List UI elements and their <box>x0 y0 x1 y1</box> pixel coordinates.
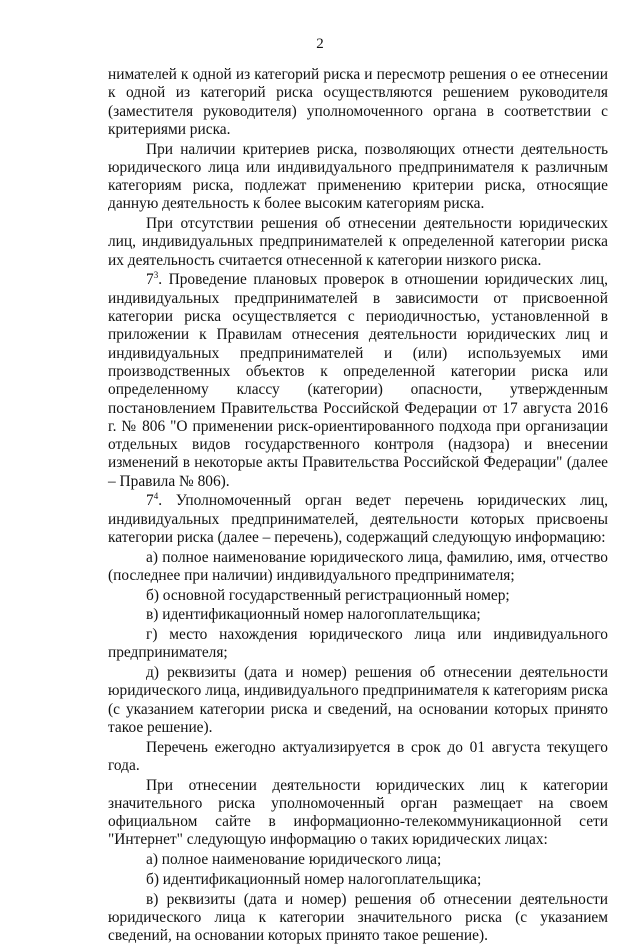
paragraph <box>108 587 608 605</box>
paragraph-text: г) место нахождения юридического лица или индивидуального предпринимателя; <box>108 626 608 662</box>
paragraph-text: д) реквизиты (дата и номер) решения об отнесении деятельности юридического лица, индивидуального предпринимателя к категориям риска (с указанием категории риска и сведений, на основании которых принято такое решение). <box>108 664 608 736</box>
clause-number: 7 <box>146 271 154 289</box>
paragraph <box>108 777 608 850</box>
paragraph-text: При отнесении деятельности юридических лиц к категории значительного риска уполномоченный орган размещает на своем официальном сайте в информационно-телекоммуникационной сети "Интернет" следующую информацию о таких юридических лицах: <box>108 776 608 849</box>
document-body <box>108 66 608 947</box>
paragraph <box>108 66 608 139</box>
paragraph-text: а) полное наименование юридического лица, фамилию, имя, отчество (последнее при наличии) индивидуального предпринимателя; <box>108 548 608 584</box>
paragraph-text: Перечень ежегодно актуализируется в срок до 01 августа текущего года. <box>108 738 608 774</box>
paragraph-text: б) основной государственный регистрационный номер; <box>146 586 510 604</box>
paragraph <box>108 626 608 663</box>
clause-superscript: 3 <box>153 270 159 281</box>
paragraph-text: При наличии критериев риска, позволяющих отнести деятельность юридического лица или индивидуального предпринимателя к различным категориям риска, подлежат применению критерии риска, относящие данную деятельность к более высоким категориям риска. <box>108 140 608 213</box>
paragraph-text: При отсутствии решения об отнесении деятельности юридических лиц, индивидуальных предпринимателей к определенной категории риска их деятельность считается отнесенной к категории низкого риска. <box>108 215 608 269</box>
paragraph-text: . Проведение плановых проверок в отношении юридических лиц, индивидуальных предпринимателей в зависимости от присвоенной категории риска осуществляется с периодичностью, установленной в приложении к Правилам отнесения деятельности юридических лиц и индивидуальных предпринимателей и (или) используемых ими производственных объектов к определенной категории риска или определенному классу (категории) опасности, утвержденным постановлением Правительства Российской Федерации от 17 августа 2016 г. № 806 "О применении риск-ориентированного подхода при организации отдельных видов государственного контроля (надзора) и внесении изменений в некоторые акты Правительства Российской Федерации" (далее – Правила № 806). <box>108 271 608 490</box>
clause-number: 7 <box>146 492 154 510</box>
paragraph <box>108 215 608 270</box>
paragraph <box>108 664 608 737</box>
paragraph <box>108 739 608 776</box>
paragraph-text: . Уполномоченный орган ведет перечень юридических лиц, индивидуальных предпринимателей, деятельности которых присвоены категории риска (далее – перечень), содержащий следующую информацию: <box>108 492 608 546</box>
page-number: 2 <box>316 36 324 52</box>
clause-superscript: 4 <box>153 491 159 502</box>
paragraph-text: б) идентификационный номер налогоплательщика; <box>146 870 482 888</box>
paragraph <box>108 492 608 547</box>
paragraph-text: а) полное наименование юридического лица; <box>146 851 442 869</box>
paragraph-text: в) идентификационный номер налогоплательщика; <box>146 606 481 624</box>
paragraph <box>108 141 608 214</box>
paragraph <box>108 271 608 491</box>
paragraph-text: нимателей к одной из категорий риска и пересмотр решения о ее отнесении к одной из категорий риска осуществляются решением руководителя (заместителя руководителя) уполномоченного органа в соответствии с критериями риска. <box>108 66 608 138</box>
paragraph <box>108 606 608 624</box>
paragraph <box>108 871 608 889</box>
paragraph <box>108 549 608 586</box>
paragraph <box>108 851 608 869</box>
paragraph <box>108 891 608 946</box>
paragraph-text: в) реквизиты (дата и номер) решения об отнесении деятельности юридического лица к категории значительного риска (с указанием сведений, на основании которых принято такое решение). <box>108 890 608 945</box>
